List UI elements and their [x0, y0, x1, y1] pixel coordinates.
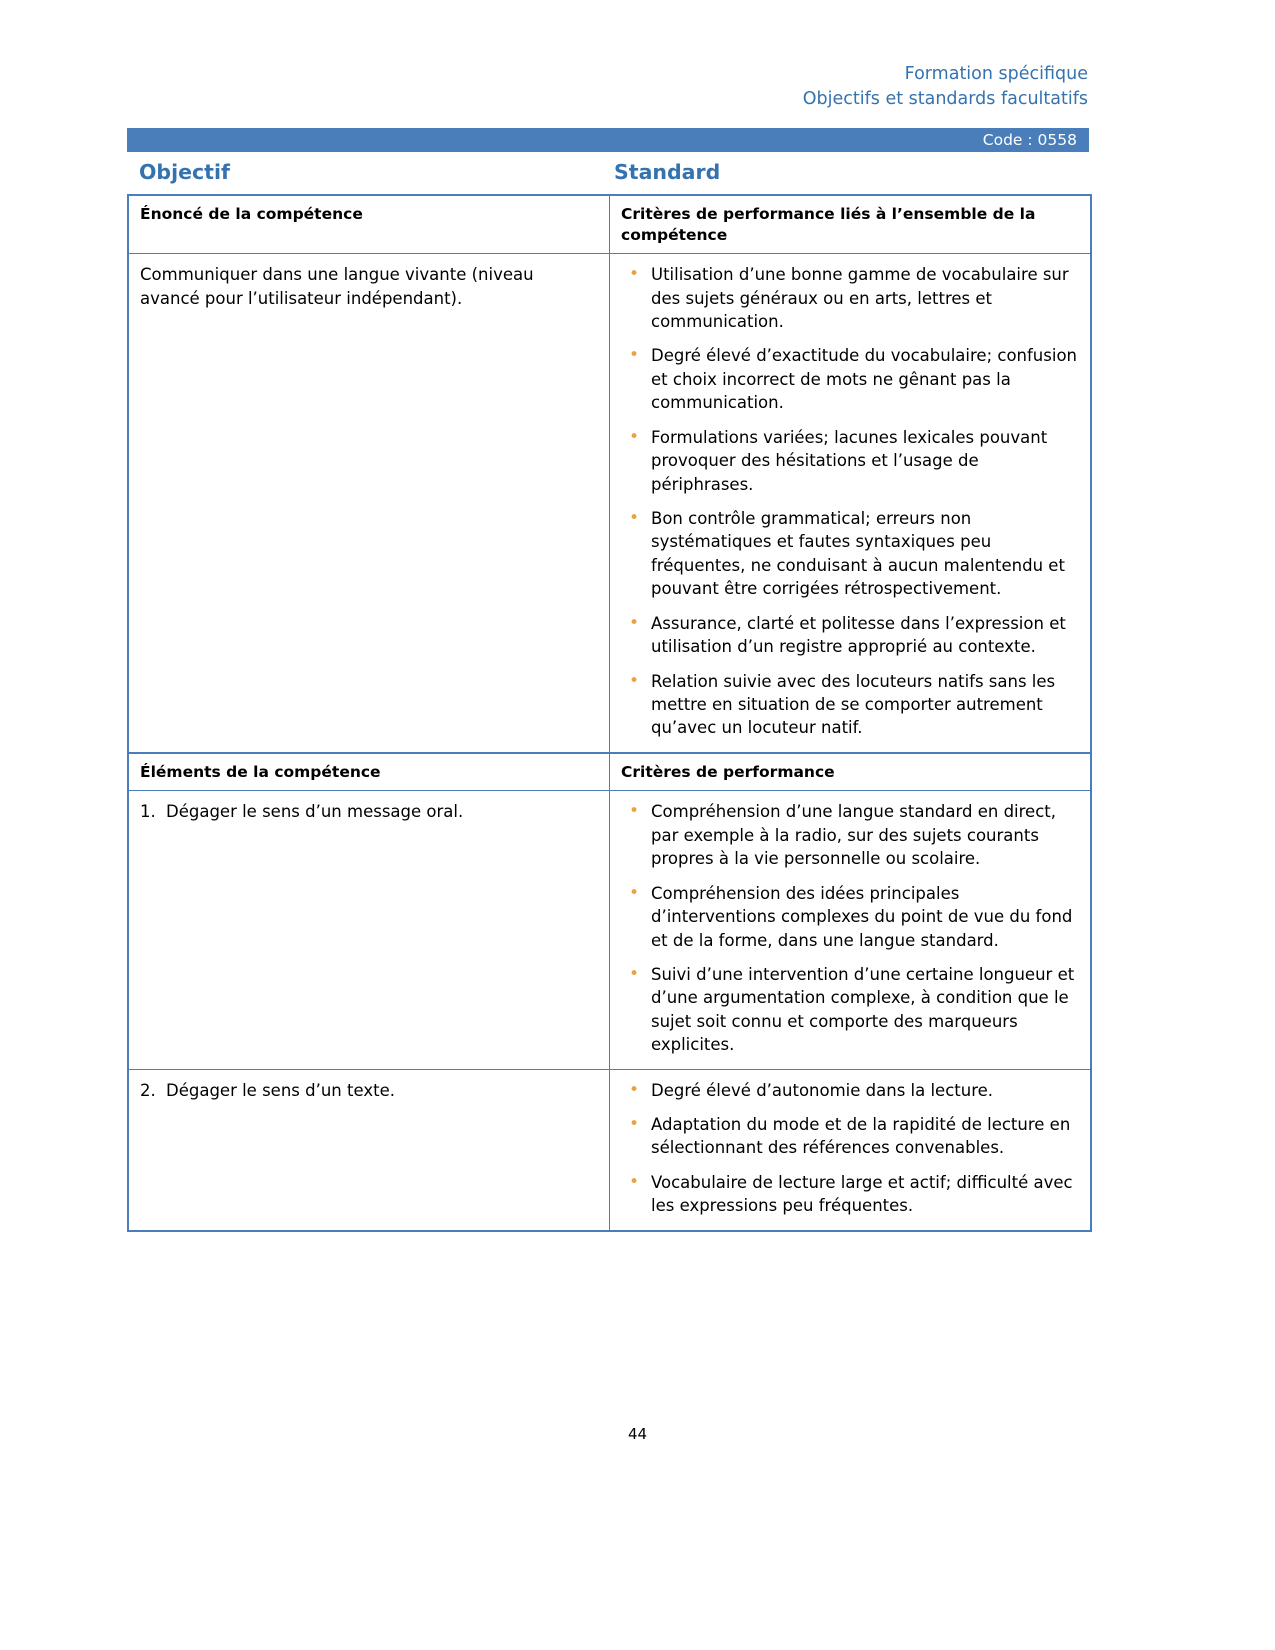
header-line-1: Formation spécifique — [904, 64, 1088, 84]
page-number: 44 — [627, 1425, 648, 1443]
cell-enonce-body — [128, 254, 610, 753]
list-item: • Utilisation d’une bonne gamme de vocabulaire sur des sujets généraux ou en arts, lettres et communication. — [621, 263, 1078, 333]
list-item: • Compréhension des idées principales d’interventions complexes du point de vue du fond et de la forme, dans une langue standard. — [621, 882, 1078, 952]
elements-header-text: Éléments de la compétence — [140, 762, 381, 781]
cell-elements-header — [128, 753, 610, 791]
list-item: • Degré élevé d’exactitude du vocabulaire; confusion et choix incorrect de mots ne gênant pas la communication. — [621, 344, 1078, 414]
element-1-label: Dégager le sens d’un message oral. — [166, 802, 464, 822]
element-1-number: 1. — [140, 802, 156, 822]
table-row-element-2 — [128, 1069, 1091, 1231]
list-item: • Degré élevé d’autonomie dans la lecture. — [621, 1079, 1078, 1102]
enonce-body-text: Communiquer dans une langue vivante (niveau avancé pour l’utilisateur indépendant). — [140, 265, 534, 308]
code-bar: Code : 0558 — [127, 128, 1089, 152]
cell-element-1 — [128, 791, 610, 1069]
column-heading-standard: Standard — [614, 160, 721, 184]
cell-criteres-ensemble-header — [610, 195, 1092, 254]
element-2-number: 2. — [140, 1080, 156, 1100]
cell-element-2 — [128, 1069, 610, 1231]
list-item: • Suivi d’une intervention d’une certaine longueur et d’une argumentation complexe, à condition que le sujet soit connu et comporte des marqueurs explicites. — [621, 963, 1078, 1057]
list-item: • Assurance, clarté et politesse dans l’expression et utilisation d’un registre approprié au contexte. — [621, 612, 1078, 659]
element-1-wrap — [129, 791, 609, 835]
criteres-ensemble-list — [621, 263, 1078, 740]
list-item: • Bon contrôle grammatical; erreurs non systématiques et fautes syntaxiques peu fréquentes, ne conduisant à aucun malentendu et pouvant être corrigées rétrospectivement. — [621, 507, 1078, 601]
cell-criteres-ensemble-list — [610, 254, 1092, 753]
element-1-text — [140, 800, 597, 823]
table-row-competence — [128, 254, 1091, 753]
criteres-ensemble-list-wrap — [610, 254, 1090, 752]
list-item: • Adaptation du mode et de la rapidité de lecture en sélectionnant des références convenables. — [621, 1113, 1078, 1160]
element-2-text — [140, 1079, 597, 1102]
cell-criteres-element-1 — [610, 791, 1092, 1069]
list-item: • Relation suivie avec des locuteurs natifs sans les mettre en situation de se comporter autrement qu’avec un locuteur natif. — [621, 670, 1078, 740]
criteres-element-1-list — [621, 800, 1078, 1056]
competency-table — [127, 194, 1092, 1232]
document-header — [803, 62, 1088, 112]
enonce-header-text: Énoncé de la compétence — [140, 205, 363, 223]
criteres-element-1-wrap — [610, 791, 1090, 1068]
criteres-ensemble-header-text: Critères de performance liés à l’ensemble de la compétence — [621, 205, 1036, 244]
criteres-header-text: Critères de performance — [621, 762, 835, 781]
criteres-element-2-list — [621, 1079, 1078, 1218]
column-heading-objectif: Objectif — [139, 160, 230, 184]
list-item: • Vocabulaire de lecture large et actif; difficulté avec les expressions peu fréquentes. — [621, 1171, 1078, 1218]
cell-criteres-header — [610, 753, 1092, 791]
column-headings — [127, 160, 1089, 190]
list-item: • Formulations variées; lacunes lexicales pouvant provoquer des hésitations et l’usage de périphrases. — [621, 426, 1078, 496]
header-line-2: Objectifs et standards facultatifs — [802, 88, 1088, 109]
table-row-element-1 — [128, 791, 1091, 1069]
list-item: • Compréhension d’une langue standard en direct, par exemple à la radio, sur des sujets courants propres à la vie personnelle ou scolaire. — [621, 800, 1078, 870]
table-row-headers-1 — [128, 195, 1091, 254]
element-2-wrap — [129, 1070, 609, 1114]
cell-criteres-element-2 — [610, 1069, 1092, 1231]
table-row-headers-2 — [128, 753, 1091, 791]
element-2-label: Dégager le sens d’un texte. — [166, 1080, 395, 1100]
cell-enonce-header — [128, 195, 610, 254]
criteres-element-2-wrap — [610, 1070, 1090, 1230]
